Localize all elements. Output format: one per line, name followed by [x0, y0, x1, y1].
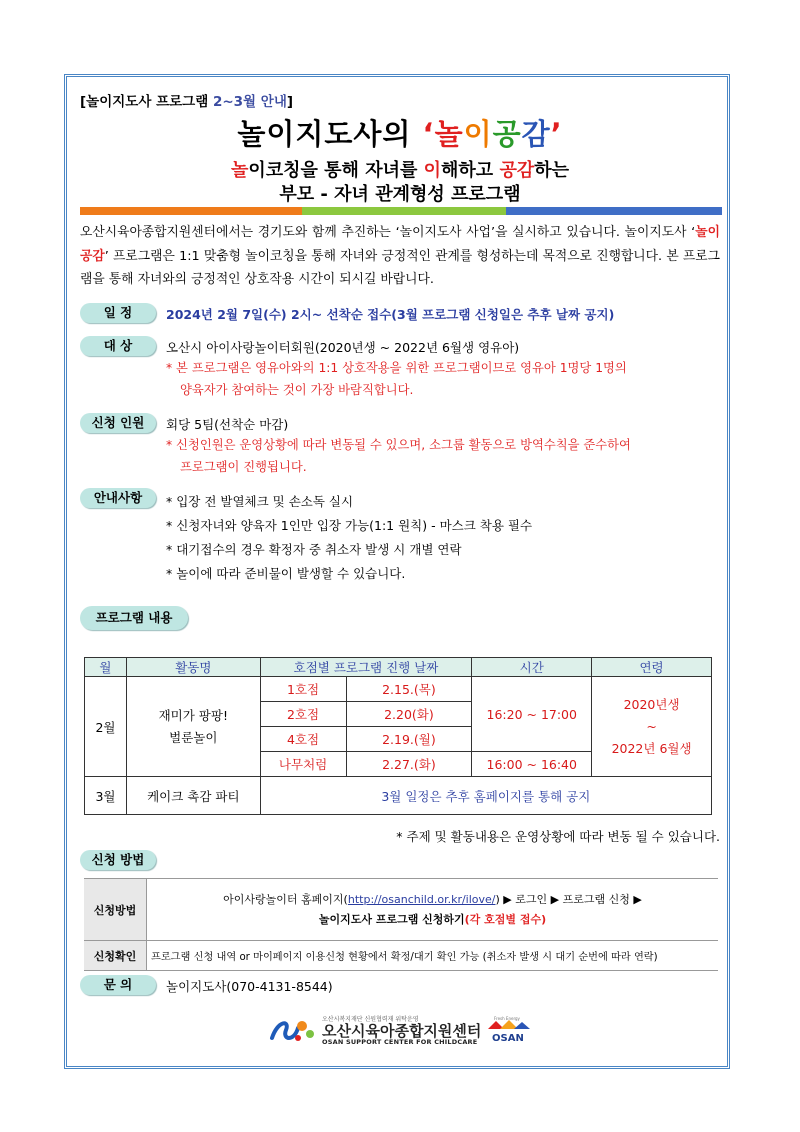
branch-cell: 1호점	[260, 677, 346, 702]
branch-cell: 나무처럼	[260, 752, 346, 777]
homepage-link[interactable]: http://osanchild.or.kr/ilove/	[347, 892, 496, 906]
header-age: 연령	[592, 658, 712, 677]
header-time: 시간	[472, 658, 592, 677]
mar-activity: 케이크 촉감 파티	[126, 777, 260, 815]
guide-item: * 놀이에 따라 준비물이 발생할 수 있습니다.	[166, 566, 406, 581]
subtitle-line2: 부모 - 자녀 관계형성 프로그램	[279, 184, 521, 205]
guide-list	[166, 490, 532, 586]
header-activity: 활동명	[126, 658, 260, 677]
apply-method-cell: 아이사랑놀이터 홈페이지(http://osanchild.or.kr/ilove/) ▶ 로그인 ▶ 프로그램 신청 ▶ 놀이지도사 프로그램 신청하기(각 호점별 접수)	[147, 879, 719, 941]
footer-small-text: 오산시복지재단 신원협력재 위탁운영	[322, 1016, 419, 1023]
mar-note: 3월 일정은 추후 홈페이지를 통해 공지	[260, 777, 711, 815]
target-note-1: * 본 프로그램은 영유아와의 1:1 상호작용을 위한 프로그램이므로 영유아 1명당 1명의	[166, 361, 627, 375]
mar-month: 3월	[85, 777, 127, 815]
subtitle-line1: 놀이코칭을 통해 자녀를 이해하고 공감하는	[230, 160, 570, 181]
table-row	[85, 777, 712, 815]
apply-method-label: 신청방법	[84, 879, 147, 941]
table-row	[85, 677, 712, 702]
color-bar-blue	[506, 207, 722, 215]
target-text: 오산시 아이사랑놀이터회원(2020년생 ~ 2022년 6월생 영유아)	[166, 340, 520, 355]
branch-cell: 2호점	[260, 702, 346, 727]
time-cell: 16:00 ~ 16:40	[472, 752, 592, 777]
guide-item: * 대기접수의 경우 확정자 중 취소자 발생 시 개별 연락	[166, 542, 462, 557]
capacity-text: 회당 5팀(선착순 마감)	[166, 417, 289, 432]
page-title: 놀이지도사의 ‘놀이공감’	[237, 117, 563, 151]
capacity-note-2: 프로그램이 진행됩니다.	[180, 460, 307, 474]
program-table	[84, 657, 712, 815]
target-label: 대 상	[80, 336, 156, 356]
guide-item: * 신청자녀와 양육자 1인만 입장 가능(1:1 원칙) - 마스크 착용 필수	[166, 518, 533, 533]
color-bar-orange	[80, 207, 302, 215]
city-small-text: Fresh Energy	[494, 1016, 520, 1021]
feb-activity: 재미가 팡팡! 벌룬놀이	[126, 677, 260, 777]
apply-label: 신청 방법	[80, 850, 156, 870]
date-cell: 2.15.(목)	[346, 677, 472, 702]
guide-item: * 입장 전 발열체크 및 손소독 실시	[166, 494, 354, 509]
table-row	[84, 879, 718, 941]
schedule-label: 일 정	[80, 303, 156, 323]
date-cell: 2.19.(월)	[346, 727, 472, 752]
feb-month: 2월	[85, 677, 127, 777]
table-row	[84, 941, 718, 971]
table-header-row	[85, 658, 712, 677]
contact-text: 놀이지도사(070-4131-8544)	[166, 979, 333, 994]
header-month: 월	[85, 658, 127, 677]
target-note-2: 양육자가 참여하는 것이 가장 바람직합니다.	[180, 383, 414, 397]
program-footnote: * 주제 및 활동내용은 운영상황에 따라 변동 될 수 있습니다.	[396, 829, 720, 844]
footer-org-en: OSAN SUPPORT CENTER FOR CHILDCARE	[322, 1038, 478, 1046]
schedule-text: 2024년 2월 7일(수) 2시~ 선착순 접수(3월 프로그램 신청일은 추후 날짜 공지)	[166, 307, 615, 322]
color-bar-green	[302, 207, 506, 215]
program-tag: [놀이지도사 프로그램 2~3월 안내]	[80, 94, 294, 110]
center-logo-icon	[268, 1016, 318, 1046]
contact-label: 문 의	[80, 975, 156, 995]
time-cell: 16:20 ~ 17:00	[472, 677, 592, 752]
apply-table	[84, 878, 718, 971]
apply-check-cell: 프로그램 신청 내역 or 마이페이지 이용신청 현황에서 확정/대기 확인 가능 (취소자 발생 시 대기 순번에 따라 연락)	[147, 941, 719, 971]
age-cell: 2020년생 ~ 2022년 6월생	[592, 677, 712, 777]
date-cell: 2.27.(화)	[346, 752, 472, 777]
footer-org-kr: 오산시육아종합지원센터	[322, 1022, 482, 1040]
capacity-note-1: * 신청인원은 운영상황에 따라 변동될 수 있으며, 소그룹 활동으로 방역수칙을 준수하여	[166, 438, 631, 452]
capacity-label: 신청 인원	[80, 413, 156, 433]
guide-label: 안내사항	[80, 488, 156, 508]
header-date: 호점별 프로그램 진행 날짜	[260, 658, 472, 677]
branch-cell: 4호점	[260, 727, 346, 752]
footer-city: OSAN	[492, 1033, 524, 1044]
program-label: 프로그램 내용	[80, 606, 188, 630]
apply-check-label: 신청확인	[84, 941, 147, 971]
intro-paragraph: 오산시육아종합지원센터에서는 경기도와 함께 추진하는 ‘놀이지도사 사업’을 실시하고 있습니다. 놀이지도사 ‘놀이공감’ 프로그램은 1:1 맞춤형 놀이코칭을 통해 자녀와 긍정적인 관계를 형성하는데 목적으로 진행합니다. 본 프로그램을 통해 자녀와의 긍정적인 상호작용 시간이 되시길 바랍니다.	[80, 225, 720, 287]
date-cell: 2.20(화)	[346, 702, 472, 727]
